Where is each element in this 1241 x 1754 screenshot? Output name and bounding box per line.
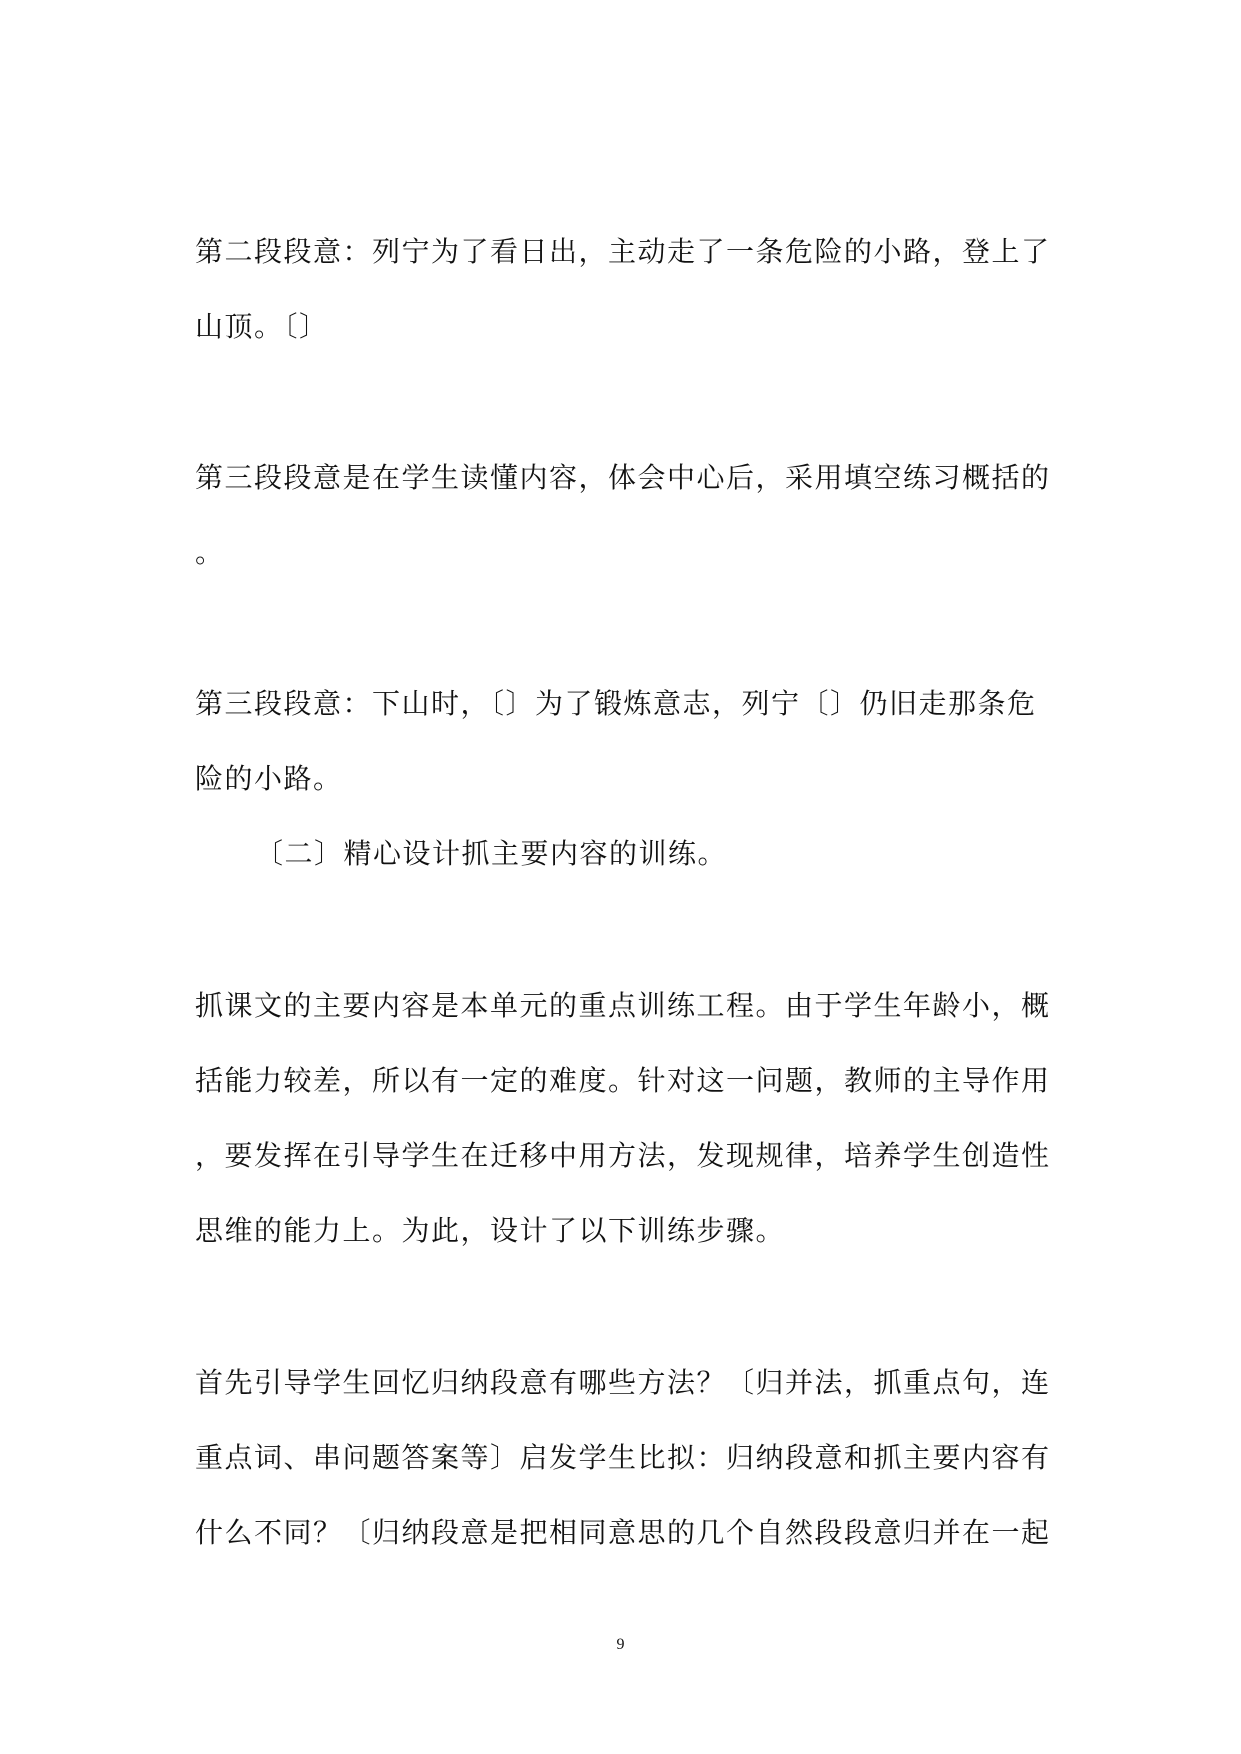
text-line: 险的小路。 <box>195 762 343 795</box>
text-line: 括能力较差，所以有一定的难度。针对这一问题，教师的主导作用 <box>195 1064 1051 1097</box>
text-line: 第三段段意是在学生读懂内容，体会中心后，采用填空练习概括的 <box>195 461 1051 494</box>
text-line: 什么不同？〔归纳段意是把相同意思的几个自然段段意归并在一起 <box>195 1516 1051 1549</box>
text-line: 抓课文的主要内容是本单元的重点训练工程。由于学生年龄小，概 <box>195 989 1051 1022</box>
text-line: 。 <box>195 536 225 569</box>
text-line: 第二段段意：列宁为了看日出，主动走了一条危险的小路，登上了 <box>195 235 1051 268</box>
text-line: 思维的能力上。为此，设计了以下训练步骤。 <box>195 1214 786 1247</box>
text-line: 山顶。〔〕 <box>195 310 329 343</box>
text-line: 第三段段意：下山时，〔〕为了锻炼意志，列宁〔〕仍旧走那条危 <box>195 687 1037 720</box>
text-line: 首先引导学生回忆归纳段意有哪些方法？〔归并法，抓重点句，连 <box>195 1366 1051 1399</box>
text-line: ，要发挥在引导学生在迁移中用方法，发现规律，培养学生创造性 <box>195 1139 1051 1172</box>
section-heading: 〔二〕精心设计抓主要内容的训练。 <box>255 837 728 870</box>
page-number: 9 <box>616 1636 625 1653</box>
text-line: 重点词、串问题答案等〕启发学生比拟：归纳段意和抓主要内容有 <box>195 1441 1051 1474</box>
